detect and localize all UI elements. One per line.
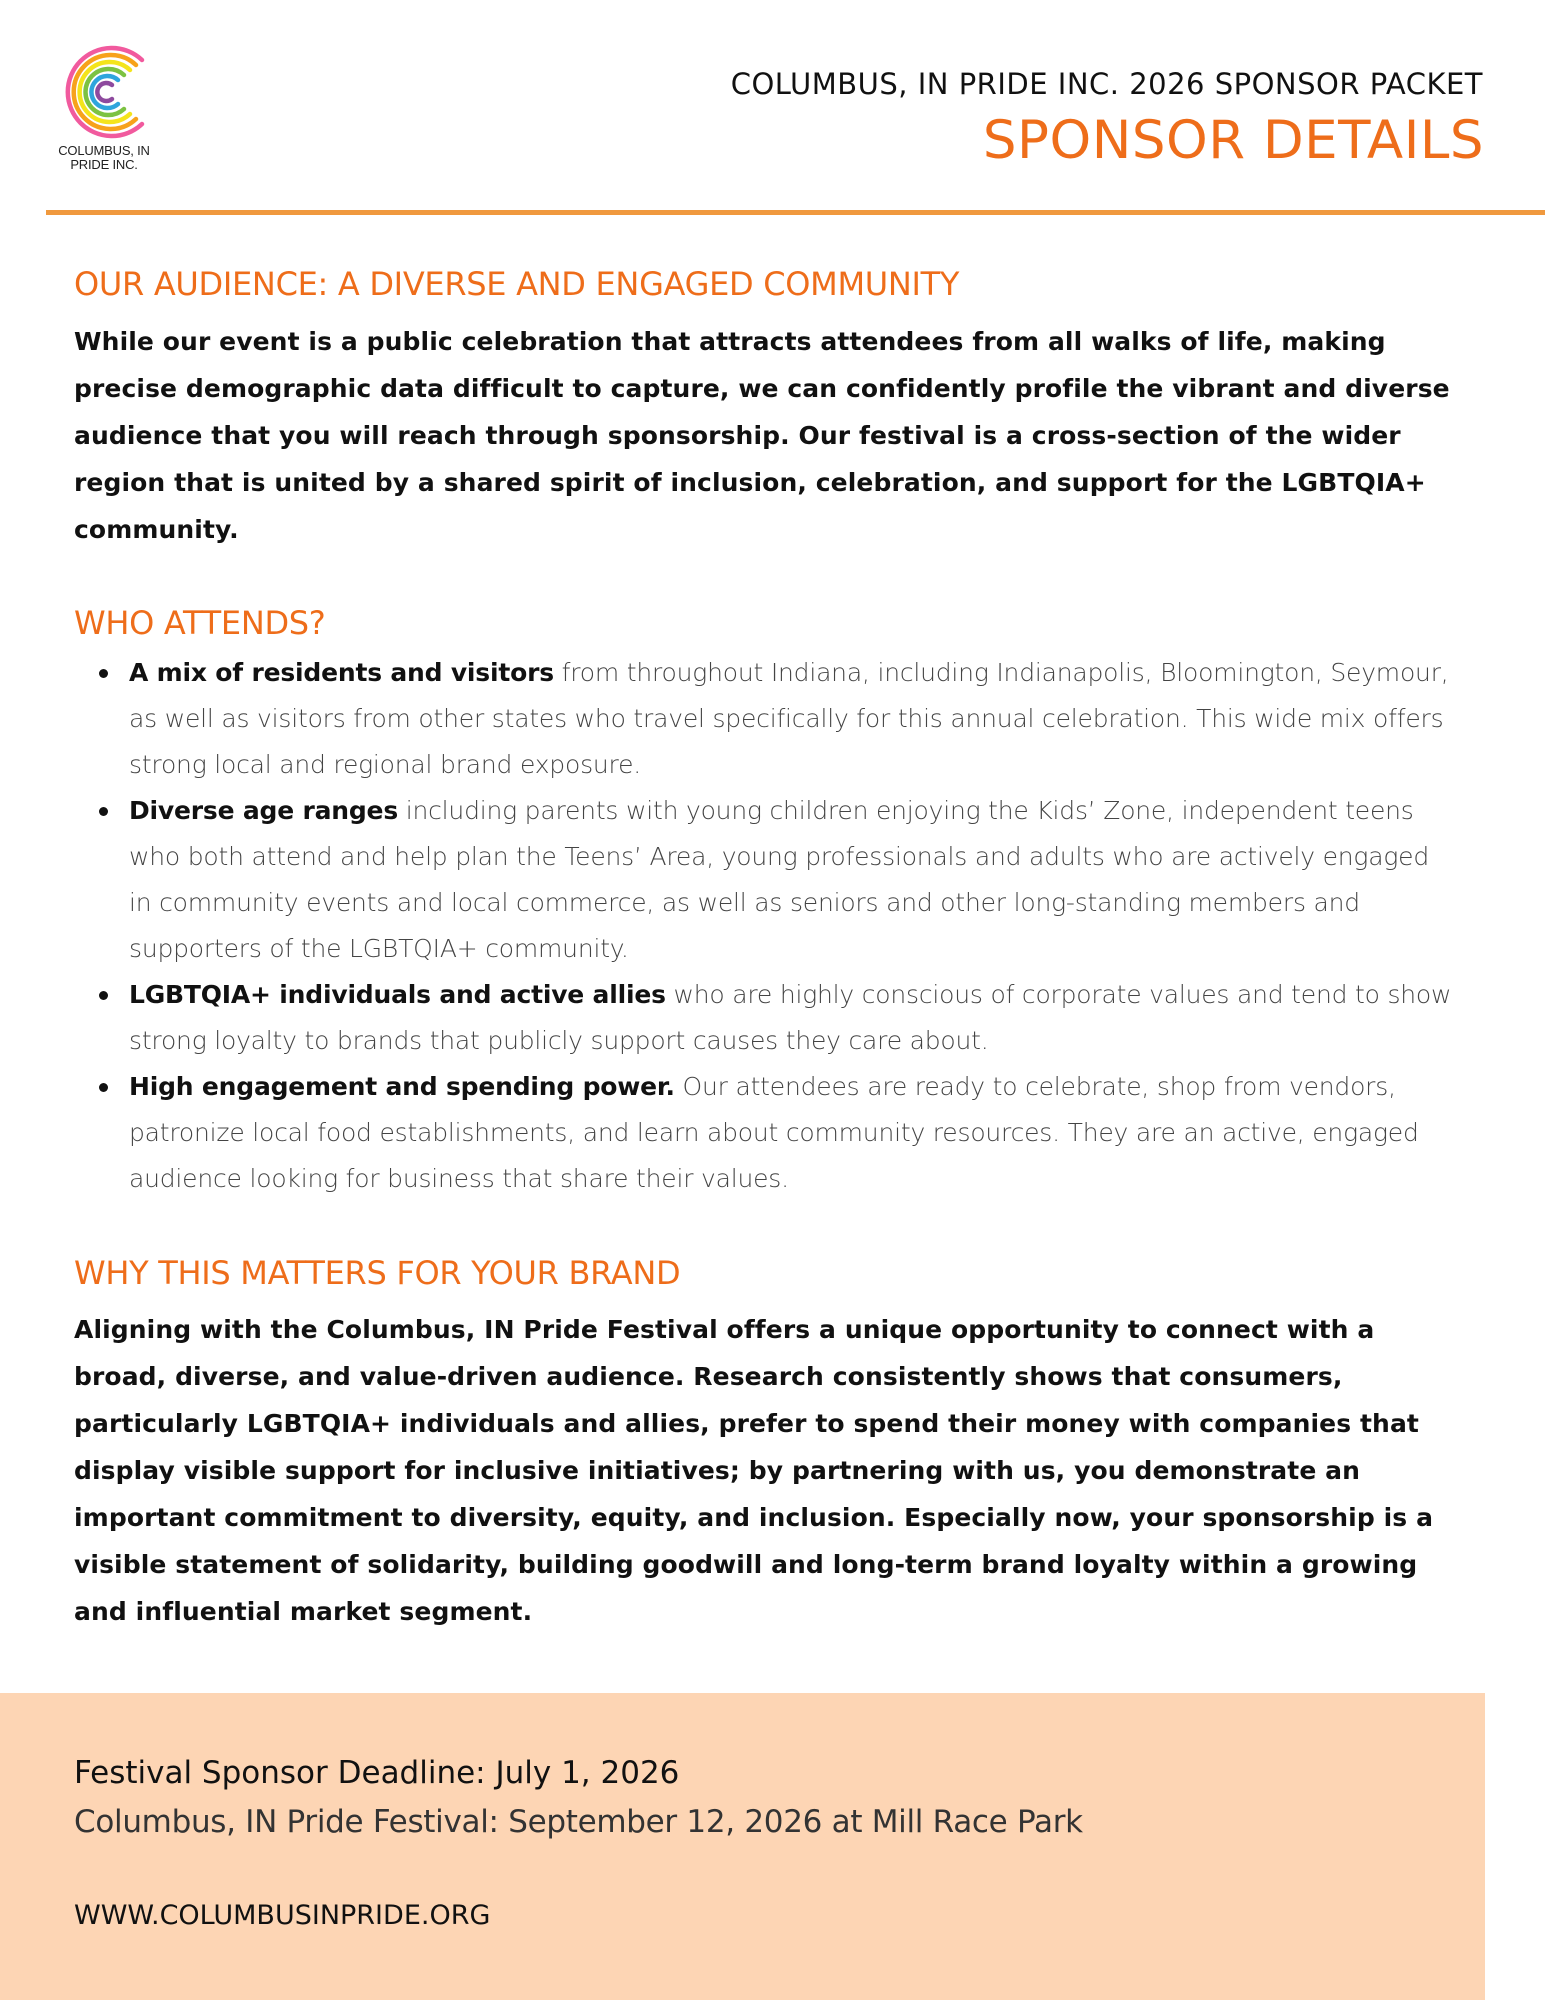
logo-text: [44, 144, 164, 172]
sponsor-deadline: Festival Sponsor Deadline: July 1, 2026: [74, 1755, 680, 1791]
website-link[interactable]: WWW.COLUMBUSINPRIDE.ORG: [74, 1900, 491, 1931]
packet-title: COLUMBUS, IN PRIDE INC. 2026 SPONSOR PACKET: [730, 67, 1483, 101]
festival-date-location: Columbus, IN Pride Festival: September 12, 2026 at Mill Race Park: [74, 1804, 1083, 1840]
list-item-lead: LGBTQIA+ individuals and active allies: [129, 980, 666, 1009]
list-item-text: from throughout Indiana, including Indianapolis, Bloomington, Seymour, as well as visitors from other states who travel specifically for this annual celebration. This wide mix offers strong local and regional brand exposure.: [129, 658, 1449, 779]
brand-paragraph: Aligning with the Columbus, IN Pride Festival offers a unique opportunity to connect with a broad, diverse, and value-driven audience. Research consistently shows that consumers, particularly LGBTQIA+ individuals and allies, prefer to spend their money with companies that display visible support for inclusive initiatives; by partnering with us, you demonstrate an important commitment to diversity, equity, and inclusion. Especially now, your sponsorship is a visible statement of solidarity, building goodwill and long-term brand loyalty within a growing and influential market segment.: [74, 1315, 1434, 1626]
brand-heading: WHY THIS MATTERS FOR YOUR BRAND: [74, 1254, 681, 1292]
logo: [44, 42, 164, 182]
audience-heading: OUR AUDIENCE: A DIVERSE AND ENGAGED COMMUNITY: [74, 265, 960, 303]
bullet-icon: [99, 991, 108, 1000]
page-title: SPONSOR DETAILS: [982, 110, 1484, 171]
list-item: [74, 972, 1454, 1064]
attends-heading: WHO ATTENDS?: [74, 604, 326, 642]
logo-text-line2: PRIDE INC.: [70, 157, 138, 172]
audience-paragraph: While our event is a public celebration that attracts attendees from all walks of life, making precise demographic data difficult to capture, we can confidently profile the vibrant and diverse audience that you will reach through sponsorship. Our festival is a cross-section of the wider region that is united by a shared spirit of inclusion, celebration, and support for the LGBTQIA+ community.: [74, 327, 1450, 544]
list-item: [74, 650, 1454, 788]
list-item-text: Our attendees are ready to celebrate, shop from vendors, patronize local food establishments, and learn about community resources. They are an active, engaged audience looking for business that share their values.: [129, 1072, 1419, 1193]
rainbow-c-logo-icon: [50, 42, 158, 142]
bullet-icon: [99, 1083, 108, 1092]
list-item-lead: High engagement and spending power.: [129, 1072, 675, 1101]
header-divider: [46, 210, 1545, 215]
list-item-lead: Diverse age ranges: [129, 796, 398, 825]
logo-text-line1: COLUMBUS, IN: [58, 143, 150, 158]
list-item-text: who are highly conscious of corporate values and tend to show strong loyalty to brands that publicly support causes they care about.: [129, 980, 1452, 1055]
bullet-icon: [99, 669, 108, 678]
attendee-list: [74, 650, 1454, 1202]
list-item-text: including parents with young children enjoying the Kids’ Zone, independent teens who both attend and help plan the Teens’ Area, young professionals and adults who are actively engaged in community events and local commerce, as well as seniors and other long-standing members and supporters of the LGBTQIA+ community.: [129, 796, 1429, 963]
list-item: [74, 1064, 1454, 1202]
bullet-icon: [99, 807, 108, 816]
footer-panel: [0, 1693, 1485, 2000]
list-item-lead: A mix of residents and visitors: [129, 658, 554, 687]
list-item: [74, 788, 1454, 972]
